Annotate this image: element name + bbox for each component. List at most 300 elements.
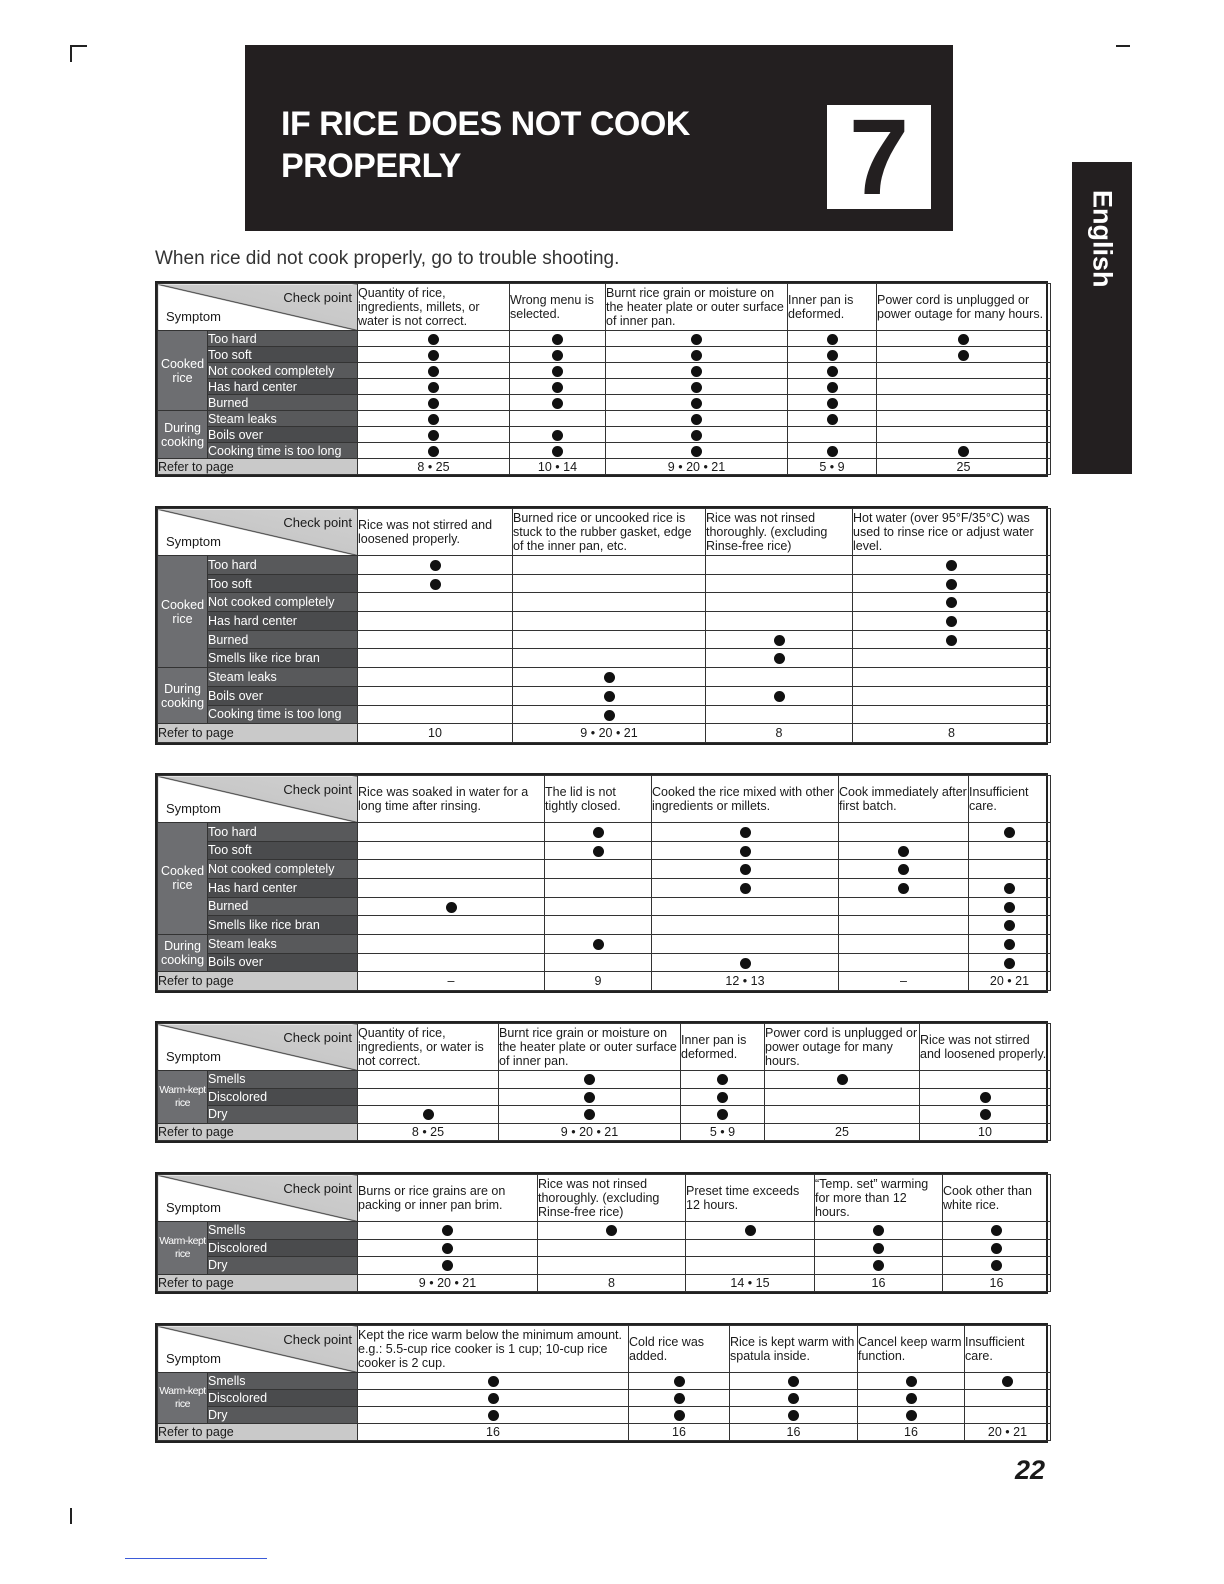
check-cell [513,668,706,687]
check-cell [358,331,510,347]
bullet-mark-icon [423,1109,434,1120]
check-point-header: Power cord is unplugged or power outage for many hours. [877,284,1051,331]
refer-page-value: 9 • 20 • 21 [358,1274,538,1292]
check-cell [965,1373,1051,1390]
check-cell [788,411,877,427]
refer-page-value: 5 • 9 [788,459,877,475]
check-cell [877,411,1051,427]
bullet-mark-icon [788,1410,799,1421]
bullet-mark-icon [837,1074,848,1085]
bullet-mark-icon [604,710,615,721]
check-point-header: Hot water (over 95°F/35°C) was used to rinse rice or adjust water level. [853,509,1051,556]
check-cell [788,379,877,395]
bullet-mark-icon [584,1074,595,1085]
check-cell [858,1407,965,1424]
check-cell [788,443,877,459]
bullet-mark-icon [584,1092,595,1103]
check-point-symptom-corner [158,509,358,556]
bullet-mark-icon [604,691,615,702]
refer-page-value: 8 [706,724,853,743]
check-point-header: Burns or rice grains are on packing or inner pan brim. [358,1175,538,1222]
language-tab [1072,162,1132,474]
check-cell [652,953,839,972]
symptom-row [158,411,1051,427]
symptom-row [158,379,1051,395]
check-cell [358,1257,538,1275]
check-point-header: Burnt rice grain or moisture on the heater plate or outer surface of inner pan. [606,284,788,331]
symptom-row [158,347,1051,363]
check-cell [730,1373,858,1390]
bullet-mark-icon [488,1376,499,1387]
symptom-group-label: Cooked rice [158,823,208,935]
symptom-label: Boils over [208,427,358,443]
check-cell [877,379,1051,395]
refer-to-page-row [158,724,1051,743]
bullet-mark-icon [906,1393,917,1404]
bullet-mark-icon [906,1376,917,1387]
bullet-mark-icon [552,350,563,361]
bullet-mark-icon [552,398,563,409]
bullet-mark-icon [717,1074,728,1085]
check-cell [652,934,839,953]
crop-mark-top-left-v [70,45,72,62]
check-cell [545,916,652,935]
check-point-header: Insufficient care. [969,776,1051,823]
refer-to-page-row [158,1274,1051,1292]
refer-page-value: 12 • 13 [652,972,839,991]
symptom-row [158,1239,1051,1257]
page-title: IF RICE DOES NOT COOK PROPERLY [281,105,690,185]
check-cell [358,686,513,705]
check-cell [499,1071,681,1089]
symptom-row [158,593,1051,612]
page-number: 22 [1015,1455,1046,1485]
bullet-mark-icon [788,1376,799,1387]
bullet-mark-icon [691,430,702,441]
check-cell [513,612,706,631]
check-cell [853,686,1051,705]
symptom-label: Symptom [166,1351,221,1366]
refer-page-value: 8 [853,724,1051,743]
bullet-mark-icon [827,334,838,345]
refer-page-value: 16 [815,1274,943,1292]
symptom-row [158,878,1051,897]
check-cell [510,395,606,411]
bullet-mark-icon [674,1376,685,1387]
check-cell [538,1257,686,1275]
check-cell [969,860,1051,879]
bullet-mark-icon [691,366,702,377]
bullet-mark-icon [873,1225,884,1236]
symptom-row [158,574,1051,593]
check-cell [513,705,706,724]
check-cell [545,878,652,897]
bullet-mark-icon [906,1410,917,1421]
bullet-mark-icon [428,414,439,425]
bullet-mark-icon [446,902,457,913]
bullet-mark-icon [428,398,439,409]
check-cell [877,443,1051,459]
check-cell [943,1239,1051,1257]
check-cell [706,574,853,593]
bullet-mark-icon [991,1225,1002,1236]
check-cell [969,823,1051,842]
refer-page-value: 14 • 15 [686,1274,815,1292]
check-cell [920,1088,1051,1106]
check-cell [358,953,545,972]
symptom-label: Too soft [208,841,358,860]
check-cell [358,1239,538,1257]
symptom-label: Symptom [166,309,221,324]
symptom-row [158,363,1051,379]
bullet-mark-icon [488,1393,499,1404]
bullet-mark-icon [552,430,563,441]
symptom-group-label: Warm-kept rice [158,1071,208,1124]
refer-page-value: 9 • 20 • 21 [499,1123,681,1141]
bullet-mark-icon [1004,827,1015,838]
symptom-group-label: Cooked rice [158,556,208,668]
symptom-row [158,649,1051,668]
check-cell [629,1373,730,1390]
symptom-label: Cooking time is too long [208,443,358,459]
bullet-mark-icon [980,1109,991,1120]
refer-page-value: 16 [629,1424,730,1441]
check-cell [943,1222,1051,1240]
bullet-mark-icon [958,350,969,361]
bullet-mark-icon [691,382,702,393]
check-cell [358,916,545,935]
symptom-row [158,556,1051,575]
symptom-row [158,1390,1051,1407]
check-cell [606,443,788,459]
refer-page-value: 16 [858,1424,965,1441]
bullet-mark-icon [827,350,838,361]
bullet-mark-icon [946,597,957,608]
bullet-mark-icon [442,1260,453,1271]
check-point-header: “Temp. set” warming for more than 12 hours. [815,1175,943,1222]
check-cell [510,443,606,459]
header-row [158,284,1051,331]
bullet-mark-icon [691,414,702,425]
crop-mark-bottom-left [70,1508,72,1524]
refer-page-value: 25 [765,1123,920,1141]
check-cell [545,860,652,879]
refer-page-value: 8 [538,1274,686,1292]
check-cell [538,1239,686,1257]
bullet-mark-icon [827,414,838,425]
check-cell [858,1373,965,1390]
refer-to-page-row [158,1123,1051,1141]
check-cell [510,379,606,395]
symptom-label: Steam leaks [208,411,358,427]
check-cell [706,649,853,668]
check-cell [513,649,706,668]
symptom-label: Too soft [208,347,358,363]
check-cell [877,363,1051,379]
bullet-mark-icon [674,1410,685,1421]
check-point-header: Cold rice was added. [629,1326,730,1373]
check-cell [652,878,839,897]
check-cell [839,916,969,935]
symptom-group-label: During cooking [158,668,208,724]
check-cell [920,1071,1051,1089]
check-point-header: Rice was not rinsed thoroughly. (excluding Rinse-free rice) [706,509,853,556]
check-cell [358,1106,499,1124]
bullet-mark-icon [898,864,909,875]
check-cell [853,612,1051,631]
check-point-symptom-corner [158,1326,358,1373]
bullet-mark-icon [788,1393,799,1404]
header-row [158,1024,1051,1071]
crop-mark-top-right [1116,45,1130,47]
bullet-mark-icon [946,635,957,646]
refer-page-value: 20 • 21 [969,972,1051,991]
bullet-mark-icon [1004,902,1015,913]
symptom-label: Discolored [208,1088,358,1106]
symptom-label: Smells like rice bran [208,916,358,935]
check-cell [358,411,510,427]
check-cell [943,1257,1051,1275]
symptom-row [158,668,1051,687]
language-tab-label: English [1087,190,1118,288]
check-cell [358,860,545,879]
check-cell [853,593,1051,612]
bullet-mark-icon [691,398,702,409]
symptom-label: Symptom [166,1049,221,1064]
check-point-header: Inner pan is deformed. [681,1024,765,1071]
check-cell [606,363,788,379]
troubleshooting-table-1 [155,281,1048,477]
check-cell [358,612,513,631]
check-point-header: Kept the rice warm below the minimum amount. e.g.: 5.5-cup rice cooker is 1 cup; 10-cup rice cooker is 2 cup. [358,1326,629,1373]
check-cell [358,1222,538,1240]
check-cell [815,1222,943,1240]
check-cell [686,1239,815,1257]
check-cell [681,1088,765,1106]
check-cell [920,1106,1051,1124]
symptom-row [158,686,1051,705]
bullet-mark-icon [740,846,751,857]
check-cell [513,630,706,649]
check-cell [706,630,853,649]
symptom-row [158,1106,1051,1124]
symptom-label: Discolored [208,1390,358,1407]
symptom-row [158,860,1051,879]
check-cell [499,1106,681,1124]
check-cell [965,1407,1051,1424]
bullet-mark-icon [488,1410,499,1421]
symptom-row [158,612,1051,631]
footer-link-underline [125,1558,267,1559]
check-point-header: Cancel keep warm function. [858,1326,965,1373]
check-point-header: Rice was not stirred and loosened properly. [920,1024,1051,1071]
bullet-mark-icon [898,883,909,894]
check-cell [545,953,652,972]
check-cell [606,331,788,347]
refer-to-page-label: Refer to page [158,1123,358,1141]
bullet-mark-icon [593,827,604,838]
check-point-header: Quantity of rice, ingredients, or water is not correct. [358,1024,499,1071]
symptom-label: Has hard center [208,878,358,897]
check-cell [681,1106,765,1124]
bullet-mark-icon [873,1260,884,1271]
symptom-row [158,1257,1051,1275]
refer-page-value: 5 • 9 [681,1123,765,1141]
bullet-mark-icon [1004,939,1015,950]
bullet-mark-icon [946,579,957,590]
bullet-mark-icon [774,691,785,702]
check-cell [815,1239,943,1257]
check-cell [358,934,545,953]
symptom-label: Too soft [208,574,358,593]
bullet-mark-icon [552,382,563,393]
symptom-row [158,630,1051,649]
symptom-label: Too hard [208,823,358,842]
symptom-label: Symptom [166,1200,221,1215]
check-cell [788,331,877,347]
symptom-label: Smells like rice bran [208,649,358,668]
bullet-mark-icon [1004,958,1015,969]
check-point-label: Check point [283,1181,352,1196]
check-cell [706,612,853,631]
check-cell [358,556,513,575]
refer-to-page-row [158,972,1051,991]
check-cell [358,1407,629,1424]
bullet-mark-icon [430,560,441,571]
check-cell [969,878,1051,897]
bullet-mark-icon [674,1393,685,1404]
bullet-mark-icon [552,366,563,377]
bullet-mark-icon [584,1109,595,1120]
check-cell [839,953,969,972]
bullet-mark-icon [428,446,439,457]
check-point-label: Check point [283,1030,352,1045]
check-cell [969,934,1051,953]
refer-page-value: 9 [545,972,652,991]
symptom-row [158,916,1051,935]
symptom-row [158,897,1051,916]
check-cell [510,331,606,347]
bullet-mark-icon [1004,883,1015,894]
bullet-mark-icon [606,1225,617,1236]
check-cell [358,443,510,459]
symptom-label: Dry [208,1407,358,1424]
check-cell [839,878,969,897]
bullet-mark-icon [442,1225,453,1236]
check-point-header: Burned rice or uncooked rice is stuck to the rubber gasket, edge of the inner pan, etc. [513,509,706,556]
check-cell [730,1407,858,1424]
check-cell [853,668,1051,687]
bullet-mark-icon [991,1260,1002,1271]
check-cell [545,841,652,860]
refer-to-page-label: Refer to page [158,1274,358,1292]
bullet-mark-icon [593,846,604,857]
bullet-mark-icon [428,382,439,393]
check-cell [839,934,969,953]
bullet-mark-icon [593,939,604,950]
symptom-label: Has hard center [208,379,358,395]
symptom-group-label: Warm-kept rice [158,1222,208,1275]
refer-page-value: 8 • 25 [358,459,510,475]
bullet-mark-icon [827,382,838,393]
chapter-banner [245,45,953,231]
symptom-label: Smells [208,1071,358,1089]
check-cell [358,1088,499,1106]
refer-page-value: 10 [920,1123,1051,1141]
bullet-mark-icon [898,846,909,857]
bullet-mark-icon [745,1225,756,1236]
bullet-mark-icon [980,1092,991,1103]
bullet-mark-icon [552,446,563,457]
crop-mark-top-left-h [70,45,87,47]
symptom-label: Steam leaks [208,934,358,953]
check-cell [686,1257,815,1275]
check-cell [358,878,545,897]
troubleshooting-table-3 [155,773,1048,993]
check-cell [839,841,969,860]
bullet-mark-icon [430,579,441,590]
check-cell [358,823,545,842]
symptom-label: Discolored [208,1239,358,1257]
check-cell [706,668,853,687]
check-cell [606,395,788,411]
symptom-label: Symptom [166,801,221,816]
check-cell [765,1106,920,1124]
check-cell [815,1257,943,1275]
check-cell [510,411,606,427]
header-row [158,509,1051,556]
check-point-header: The lid is not tightly closed. [545,776,652,823]
check-cell [788,427,877,443]
check-point-header: Rice was not stirred and loosened properly. [358,509,513,556]
check-cell [629,1390,730,1407]
check-cell [877,347,1051,363]
symptom-label: Boils over [208,686,358,705]
bullet-mark-icon [552,334,563,345]
refer-to-page-label: Refer to page [158,459,358,475]
check-point-header: Rice was soaked in water for a long time after rinsing. [358,776,545,823]
check-cell [545,823,652,842]
bullet-mark-icon [873,1243,884,1254]
check-cell [358,427,510,443]
check-cell [706,556,853,575]
symptom-row [158,427,1051,443]
check-cell [358,379,510,395]
chapter-number: 7 [827,105,931,209]
symptom-row [158,1088,1051,1106]
symptom-row [158,1071,1051,1089]
check-point-header: Power cord is unplugged or power outage for many hours. [765,1024,920,1071]
troubleshooting-table-4 [155,1021,1048,1143]
check-cell [629,1407,730,1424]
check-cell [538,1222,686,1240]
header-row [158,776,1051,823]
check-cell [606,379,788,395]
symptom-row [158,934,1051,953]
check-cell [606,427,788,443]
refer-to-page-label: Refer to page [158,972,358,991]
symptom-row [158,1373,1051,1390]
check-cell [853,649,1051,668]
bullet-mark-icon [827,446,838,457]
symptom-row [158,953,1051,972]
check-cell [706,593,853,612]
bullet-mark-icon [428,430,439,441]
check-cell [652,897,839,916]
bullet-mark-icon [604,672,615,683]
check-cell [606,347,788,363]
check-cell [969,916,1051,935]
